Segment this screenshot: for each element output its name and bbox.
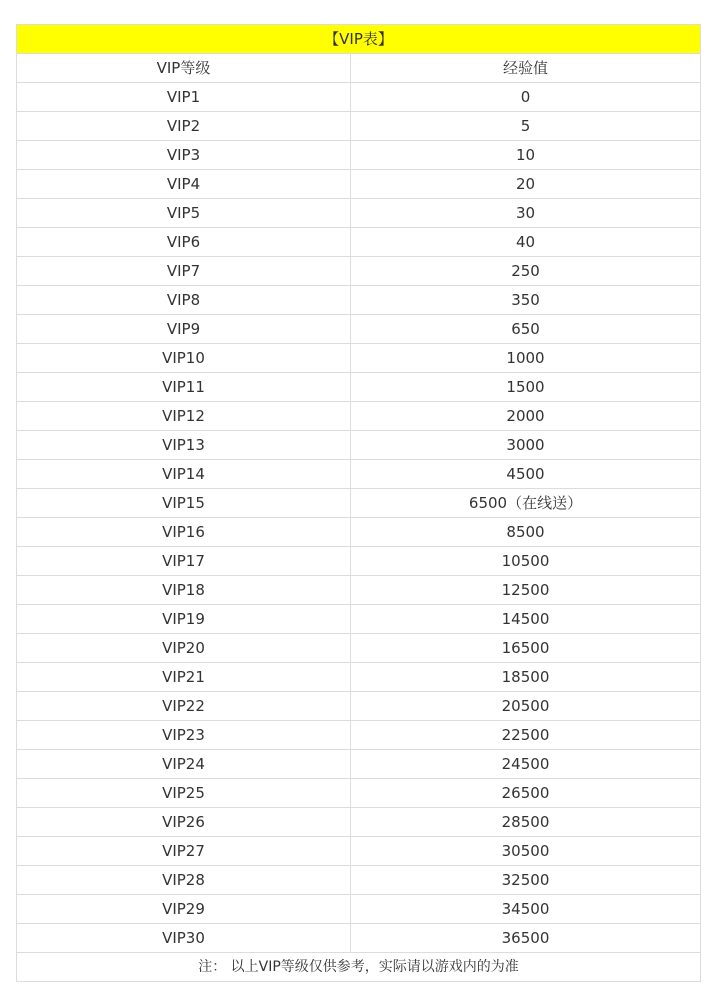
column-header-exp: 经验值 — [351, 54, 701, 83]
vip-level-cell: VIP20 — [17, 634, 351, 663]
table-row — [17, 634, 701, 663]
vip-level-cell: VIP12 — [17, 402, 351, 431]
table-note: 注： 以上VIP等级仅供参考，实际请以游戏内的为准 — [17, 953, 701, 982]
exp-value-cell: 14500 — [351, 605, 701, 634]
exp-value-cell: 32500 — [351, 866, 701, 895]
vip-level-cell: VIP5 — [17, 199, 351, 228]
exp-value-cell: 250 — [351, 257, 701, 286]
vip-level-cell: VIP29 — [17, 895, 351, 924]
vip-level-cell: VIP25 — [17, 779, 351, 808]
exp-value-cell: 650 — [351, 315, 701, 344]
vip-level-cell: VIP11 — [17, 373, 351, 402]
exp-value-cell: 3000 — [351, 431, 701, 460]
table-row — [17, 692, 701, 721]
vip-level-cell: VIP2 — [17, 112, 351, 141]
exp-value-cell: 22500 — [351, 721, 701, 750]
table-row — [17, 518, 701, 547]
table-row — [17, 373, 701, 402]
exp-value-cell: 18500 — [351, 663, 701, 692]
note-row — [17, 953, 701, 982]
vip-table — [16, 24, 701, 982]
exp-value-cell: 26500 — [351, 779, 701, 808]
exp-value-cell: 30500 — [351, 837, 701, 866]
vip-level-cell: VIP19 — [17, 605, 351, 634]
vip-level-cell: VIP3 — [17, 141, 351, 170]
table-row — [17, 866, 701, 895]
table-row — [17, 576, 701, 605]
table-row — [17, 460, 701, 489]
table-row — [17, 199, 701, 228]
vip-level-cell: VIP17 — [17, 547, 351, 576]
exp-value-cell: 20 — [351, 170, 701, 199]
table-row — [17, 924, 701, 953]
vip-level-cell: VIP7 — [17, 257, 351, 286]
vip-level-cell: VIP28 — [17, 866, 351, 895]
exp-value-cell: 34500 — [351, 895, 701, 924]
vip-level-cell: VIP21 — [17, 663, 351, 692]
vip-level-cell: VIP8 — [17, 286, 351, 315]
exp-value-cell: 16500 — [351, 634, 701, 663]
table-row — [17, 112, 701, 141]
column-header-level: VIP等级 — [17, 54, 351, 83]
table-row — [17, 141, 701, 170]
exp-value-cell: 40 — [351, 228, 701, 257]
table-row — [17, 547, 701, 576]
exp-value-cell: 20500 — [351, 692, 701, 721]
vip-level-cell: VIP27 — [17, 837, 351, 866]
exp-value-cell: 36500 — [351, 924, 701, 953]
table-row — [17, 808, 701, 837]
table-row — [17, 431, 701, 460]
table-row — [17, 605, 701, 634]
table-row — [17, 286, 701, 315]
vip-level-cell: VIP26 — [17, 808, 351, 837]
vip-level-cell: VIP13 — [17, 431, 351, 460]
exp-value-cell: 24500 — [351, 750, 701, 779]
vip-level-cell: VIP10 — [17, 344, 351, 373]
exp-value-cell: 350 — [351, 286, 701, 315]
table-row — [17, 228, 701, 257]
table-row — [17, 779, 701, 808]
exp-value-cell: 6500（在线送） — [351, 489, 701, 518]
exp-value-cell: 2000 — [351, 402, 701, 431]
exp-value-cell: 10 — [351, 141, 701, 170]
vip-level-cell: VIP30 — [17, 924, 351, 953]
table-row — [17, 344, 701, 373]
vip-level-cell: VIP24 — [17, 750, 351, 779]
table-row — [17, 170, 701, 199]
header-row — [17, 54, 701, 83]
vip-level-cell: VIP22 — [17, 692, 351, 721]
exp-value-cell: 30 — [351, 199, 701, 228]
table-row — [17, 83, 701, 112]
vip-level-cell: VIP1 — [17, 83, 351, 112]
table-row — [17, 721, 701, 750]
table-row — [17, 895, 701, 924]
exp-value-cell: 5 — [351, 112, 701, 141]
exp-value-cell: 1000 — [351, 344, 701, 373]
title-row — [17, 25, 701, 54]
exp-value-cell: 10500 — [351, 547, 701, 576]
exp-value-cell: 0 — [351, 83, 701, 112]
table-title: 【VIP表】 — [17, 25, 701, 54]
table-row — [17, 257, 701, 286]
table-row — [17, 663, 701, 692]
exp-value-cell: 12500 — [351, 576, 701, 605]
table-row — [17, 750, 701, 779]
vip-level-cell: VIP16 — [17, 518, 351, 547]
vip-level-cell: VIP6 — [17, 228, 351, 257]
table-row — [17, 402, 701, 431]
vip-level-cell: VIP15 — [17, 489, 351, 518]
table-row — [17, 837, 701, 866]
vip-level-cell: VIP23 — [17, 721, 351, 750]
table-row — [17, 489, 701, 518]
exp-value-cell: 4500 — [351, 460, 701, 489]
exp-value-cell: 28500 — [351, 808, 701, 837]
table-row — [17, 315, 701, 344]
vip-level-cell: VIP9 — [17, 315, 351, 344]
vip-table-body — [17, 25, 701, 982]
vip-level-cell: VIP4 — [17, 170, 351, 199]
exp-value-cell: 8500 — [351, 518, 701, 547]
vip-level-cell: VIP18 — [17, 576, 351, 605]
vip-level-cell: VIP14 — [17, 460, 351, 489]
exp-value-cell: 1500 — [351, 373, 701, 402]
